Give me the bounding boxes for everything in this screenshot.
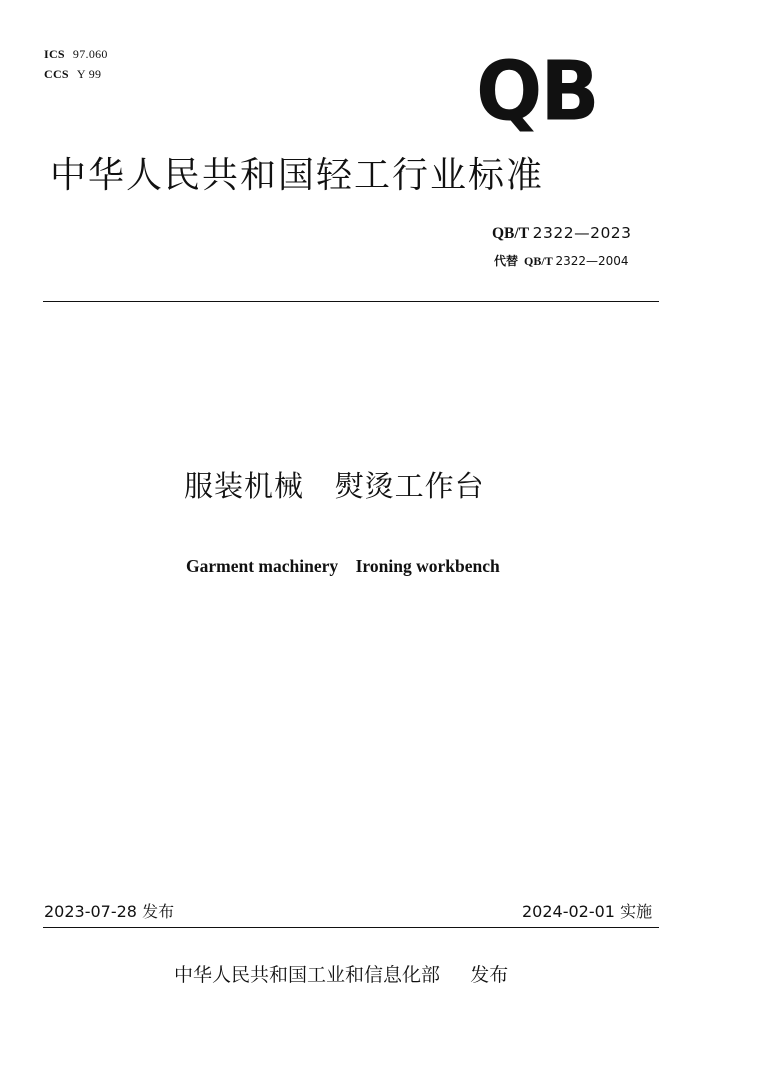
replaces-code: 2322—2004 xyxy=(555,254,629,268)
replaces-prefix: QB/T xyxy=(524,254,553,268)
implement-date: 2024-02-01 实施 xyxy=(522,902,653,921)
publisher: 中华人民共和国工业和信息化部 发布 xyxy=(174,964,509,986)
title-chinese: 服装机械 熨烫工作台 xyxy=(184,469,485,503)
ccs-label: CCS xyxy=(44,67,69,81)
ics-code: 97.060 xyxy=(72,47,108,61)
title-english: Garment machinery Ironing workbench xyxy=(186,556,500,576)
standard-number xyxy=(492,222,632,245)
ics-label: ICS xyxy=(44,47,65,61)
ccs-code: Y 99 xyxy=(76,67,102,81)
ccs-line xyxy=(44,66,101,82)
org-title: 中华人民共和国轻工行业标准 xyxy=(50,155,545,196)
issue-date: 2023-07-28 发布 xyxy=(44,902,175,921)
header-divider xyxy=(43,301,659,302)
replaces-label: 代替 xyxy=(494,254,519,268)
footer-divider xyxy=(43,927,659,928)
ics-line xyxy=(44,46,108,62)
standard-code: 2322—2023 xyxy=(532,224,632,242)
standard-prefix: QB/T xyxy=(492,225,529,242)
qb-logo: QB xyxy=(476,44,598,140)
replaces-line xyxy=(494,252,629,270)
